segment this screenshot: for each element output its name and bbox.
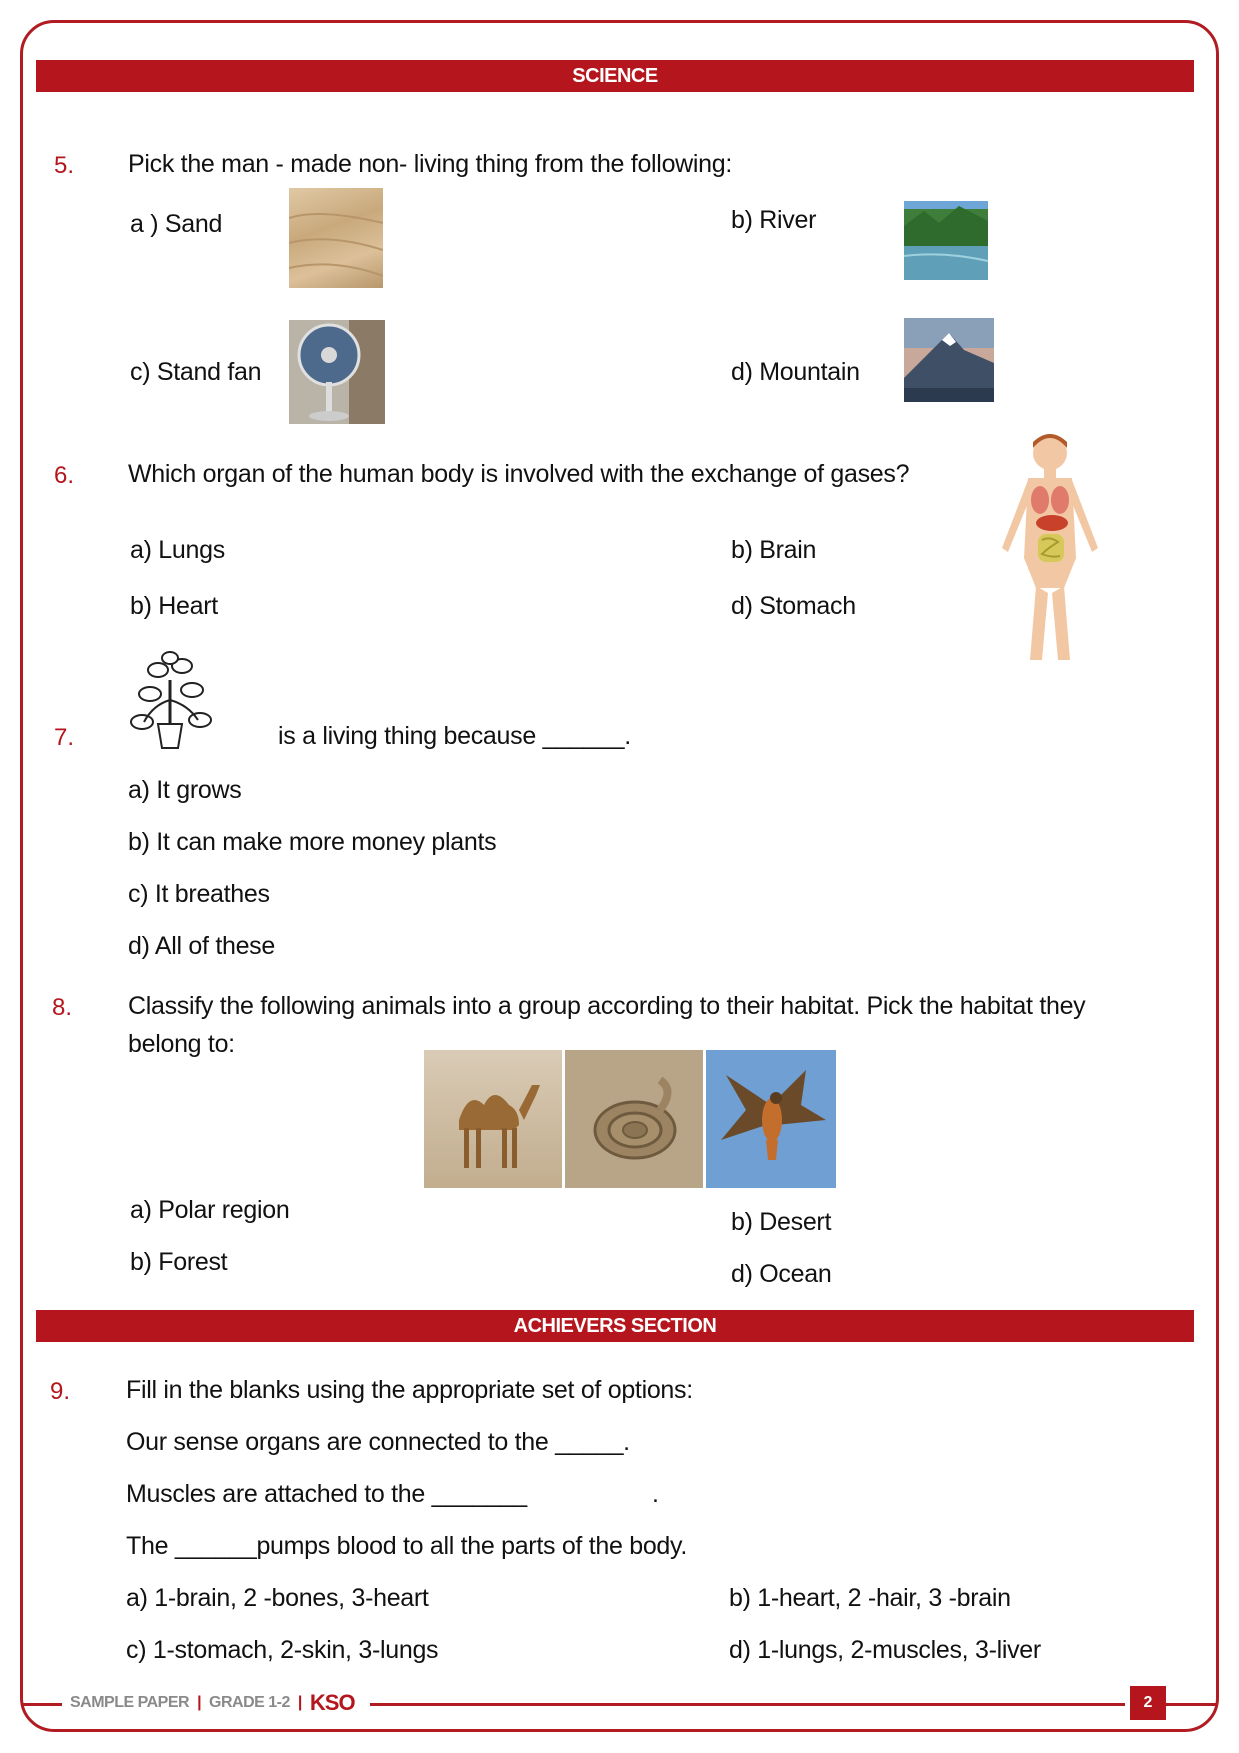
q8-option-a[interactable]: a) Polar region <box>130 1196 290 1224</box>
q9-option-d[interactable]: d) 1-lungs, 2-muscles, 3-liver <box>729 1636 1041 1664</box>
q9-blank-line-3: The ______pumps blood to all the parts of the body. <box>126 1532 688 1560</box>
footer-label <box>70 1690 355 1716</box>
camel-image <box>424 1050 562 1188</box>
footer-separator: | <box>197 1694 202 1711</box>
footer-line-left <box>22 1703 62 1706</box>
footer-line-middle <box>370 1703 1125 1706</box>
q8-option-c[interactable]: b) Forest <box>130 1248 228 1276</box>
q9-option-a[interactable]: a) 1-brain, 2 -bones, 3-heart <box>126 1584 429 1612</box>
footer-line-right <box>1166 1703 1218 1706</box>
q6-option-c[interactable]: b) Heart <box>130 592 218 620</box>
question-5-text: Pick the man - made non- living thing from the following: <box>128 150 733 178</box>
q6-option-b[interactable]: b) Brain <box>731 536 817 564</box>
question-number-6: 6. <box>54 462 75 489</box>
question-7-text: is a living thing because ______. <box>278 722 631 750</box>
money-plant-image <box>128 650 212 754</box>
page-border <box>20 20 1219 1732</box>
river-image <box>904 201 988 280</box>
mountain-image <box>904 318 994 402</box>
stand-fan-image <box>289 320 385 424</box>
q6-option-d[interactable]: d) Stomach <box>731 592 856 620</box>
human-body-image <box>990 428 1110 668</box>
page-number: 2 <box>1130 1686 1166 1720</box>
q7-option-c[interactable]: c) It breathes <box>128 880 270 908</box>
q7-option-d[interactable]: d) All of these <box>128 932 275 960</box>
q7-option-b[interactable]: b) It can make more money plants <box>128 828 497 856</box>
kso-logo: KSO <box>309 1690 355 1715</box>
question-number-5: 5. <box>54 152 75 179</box>
question-8-text-line2: belong to: <box>128 1030 235 1058</box>
q8-option-b[interactable]: b) Desert <box>731 1208 832 1236</box>
question-8-text-line1: Classify the following animals into a group according to their habitat. Pick the habitat they <box>128 992 1086 1020</box>
sand-image <box>289 188 383 288</box>
q5-option-d[interactable]: d) Mountain <box>731 358 860 386</box>
section-bar-science: SCIENCE <box>36 60 1194 92</box>
footer-grade: GRADE 1-2 <box>209 1694 290 1711</box>
q9-blank-line-2-end: . <box>652 1480 659 1508</box>
q8-option-d[interactable]: d) Ocean <box>731 1260 832 1288</box>
q9-blank-line-1: Our sense organs are connected to the _____. <box>126 1428 630 1456</box>
section-bar-achievers: ACHIEVERS SECTION <box>36 1310 1194 1342</box>
q9-blank-line-2: Muscles are attached to the _______ <box>126 1480 527 1508</box>
eagle-image <box>706 1050 836 1188</box>
q5-option-a[interactable]: a ) Sand <box>130 210 223 238</box>
q7-option-a[interactable]: a) It grows <box>128 776 242 804</box>
question-number-9: 9. <box>50 1378 71 1405</box>
question-number-8: 8. <box>52 994 73 1021</box>
question-number-7: 7. <box>54 724 75 751</box>
question-9-text: Fill in the blanks using the appropriate set of options: <box>126 1376 693 1404</box>
q5-option-b[interactable]: b) River <box>731 206 817 234</box>
q9-option-c[interactable]: c) 1-stomach, 2-skin, 3-lungs <box>126 1636 439 1664</box>
q9-option-b[interactable]: b) 1-heart, 2 -hair, 3 -brain <box>729 1584 1011 1612</box>
q5-option-c[interactable]: c) Stand fan <box>130 358 262 386</box>
snake-image <box>565 1050 703 1188</box>
q6-option-a[interactable]: a) Lungs <box>130 536 225 564</box>
question-6-text: Which organ of the human body is involved with the exchange of gases? <box>128 460 910 488</box>
footer-sample-paper: SAMPLE PAPER <box>70 1694 190 1711</box>
footer-separator-2: | <box>297 1694 302 1711</box>
